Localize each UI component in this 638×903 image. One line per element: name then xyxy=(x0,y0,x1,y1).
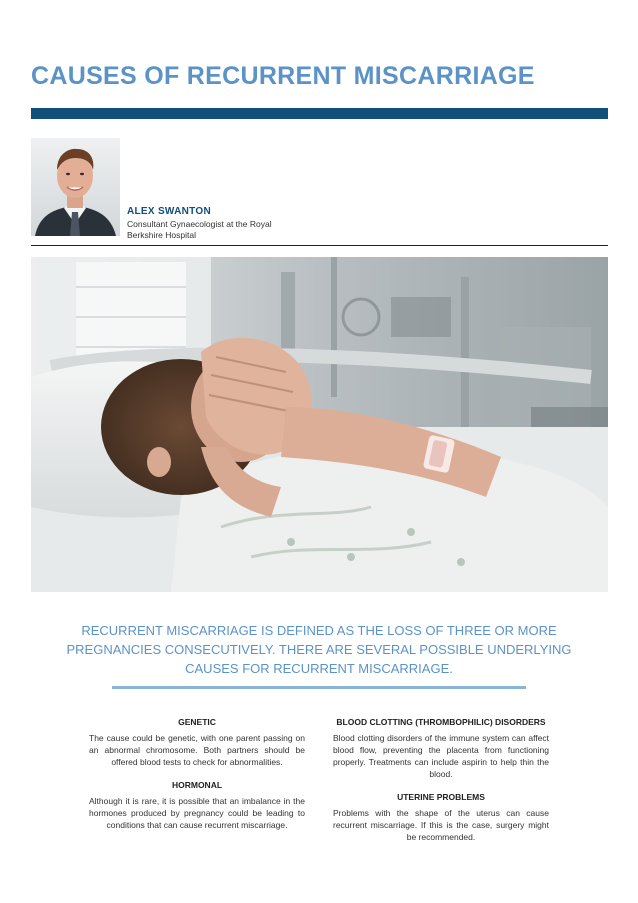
section-hormonal xyxy=(89,779,305,831)
intro-underline xyxy=(112,686,526,689)
section-blood-clotting xyxy=(333,716,549,780)
header-divider xyxy=(31,245,608,246)
section-uterine xyxy=(333,791,549,843)
section-body: Although it is rare, it is possible that an imbalance in the hormones produced by pregnancy could be leading to conditions that can cause recurrent miscarriage. xyxy=(89,796,305,830)
right-column xyxy=(333,716,549,854)
section-heading: BLOOD CLOTTING (THROMBOPHILIC) DISORDERS xyxy=(336,717,546,727)
title-underline-bar xyxy=(31,108,608,119)
section-heading: HORMONAL xyxy=(171,780,223,790)
section-heading: UTERINE PROBLEMS xyxy=(397,792,485,802)
hero-photo xyxy=(31,257,608,592)
author-name: ALEX SWANTON xyxy=(127,206,211,217)
author-role: Consultant Gynaecologist at the Royal Berkshire Hospital xyxy=(127,219,272,240)
section-body: Problems with the shape of the uterus can cause recurrent miscarriage. If this is the case, surgery might be recommended. xyxy=(333,808,549,842)
hospital-patient-image xyxy=(31,257,608,592)
author-portrait-image xyxy=(31,138,120,236)
section-body: Blood clotting disorders of the immune system can affect blood flow, preventing the placenta from functioning properly. Treatments can include aspirin to help thin the blood. xyxy=(333,733,549,779)
section-body: The cause could be genetic, with one parent passing on an abnormal chromosome. Both partners should be offered blood tests to check for abnormalities. xyxy=(89,733,305,767)
section-genetic xyxy=(89,716,305,768)
author-photo xyxy=(31,138,120,236)
article-title: CAUSES OF RECURRENT MISCARRIAGE xyxy=(31,62,535,90)
left-column xyxy=(89,716,305,842)
section-heading: GENETIC xyxy=(178,717,216,727)
intro-statement: RECURRENT MISCARRIAGE IS DEFINED AS THE LOSS OF THREE OR MORE PREGNANCIES CONSECUTIVELY. THERE ARE SEVERAL POSSIBLE UNDERLYING CAUSES FOR RECURRENT MISCARRIAGE. xyxy=(66,623,572,676)
